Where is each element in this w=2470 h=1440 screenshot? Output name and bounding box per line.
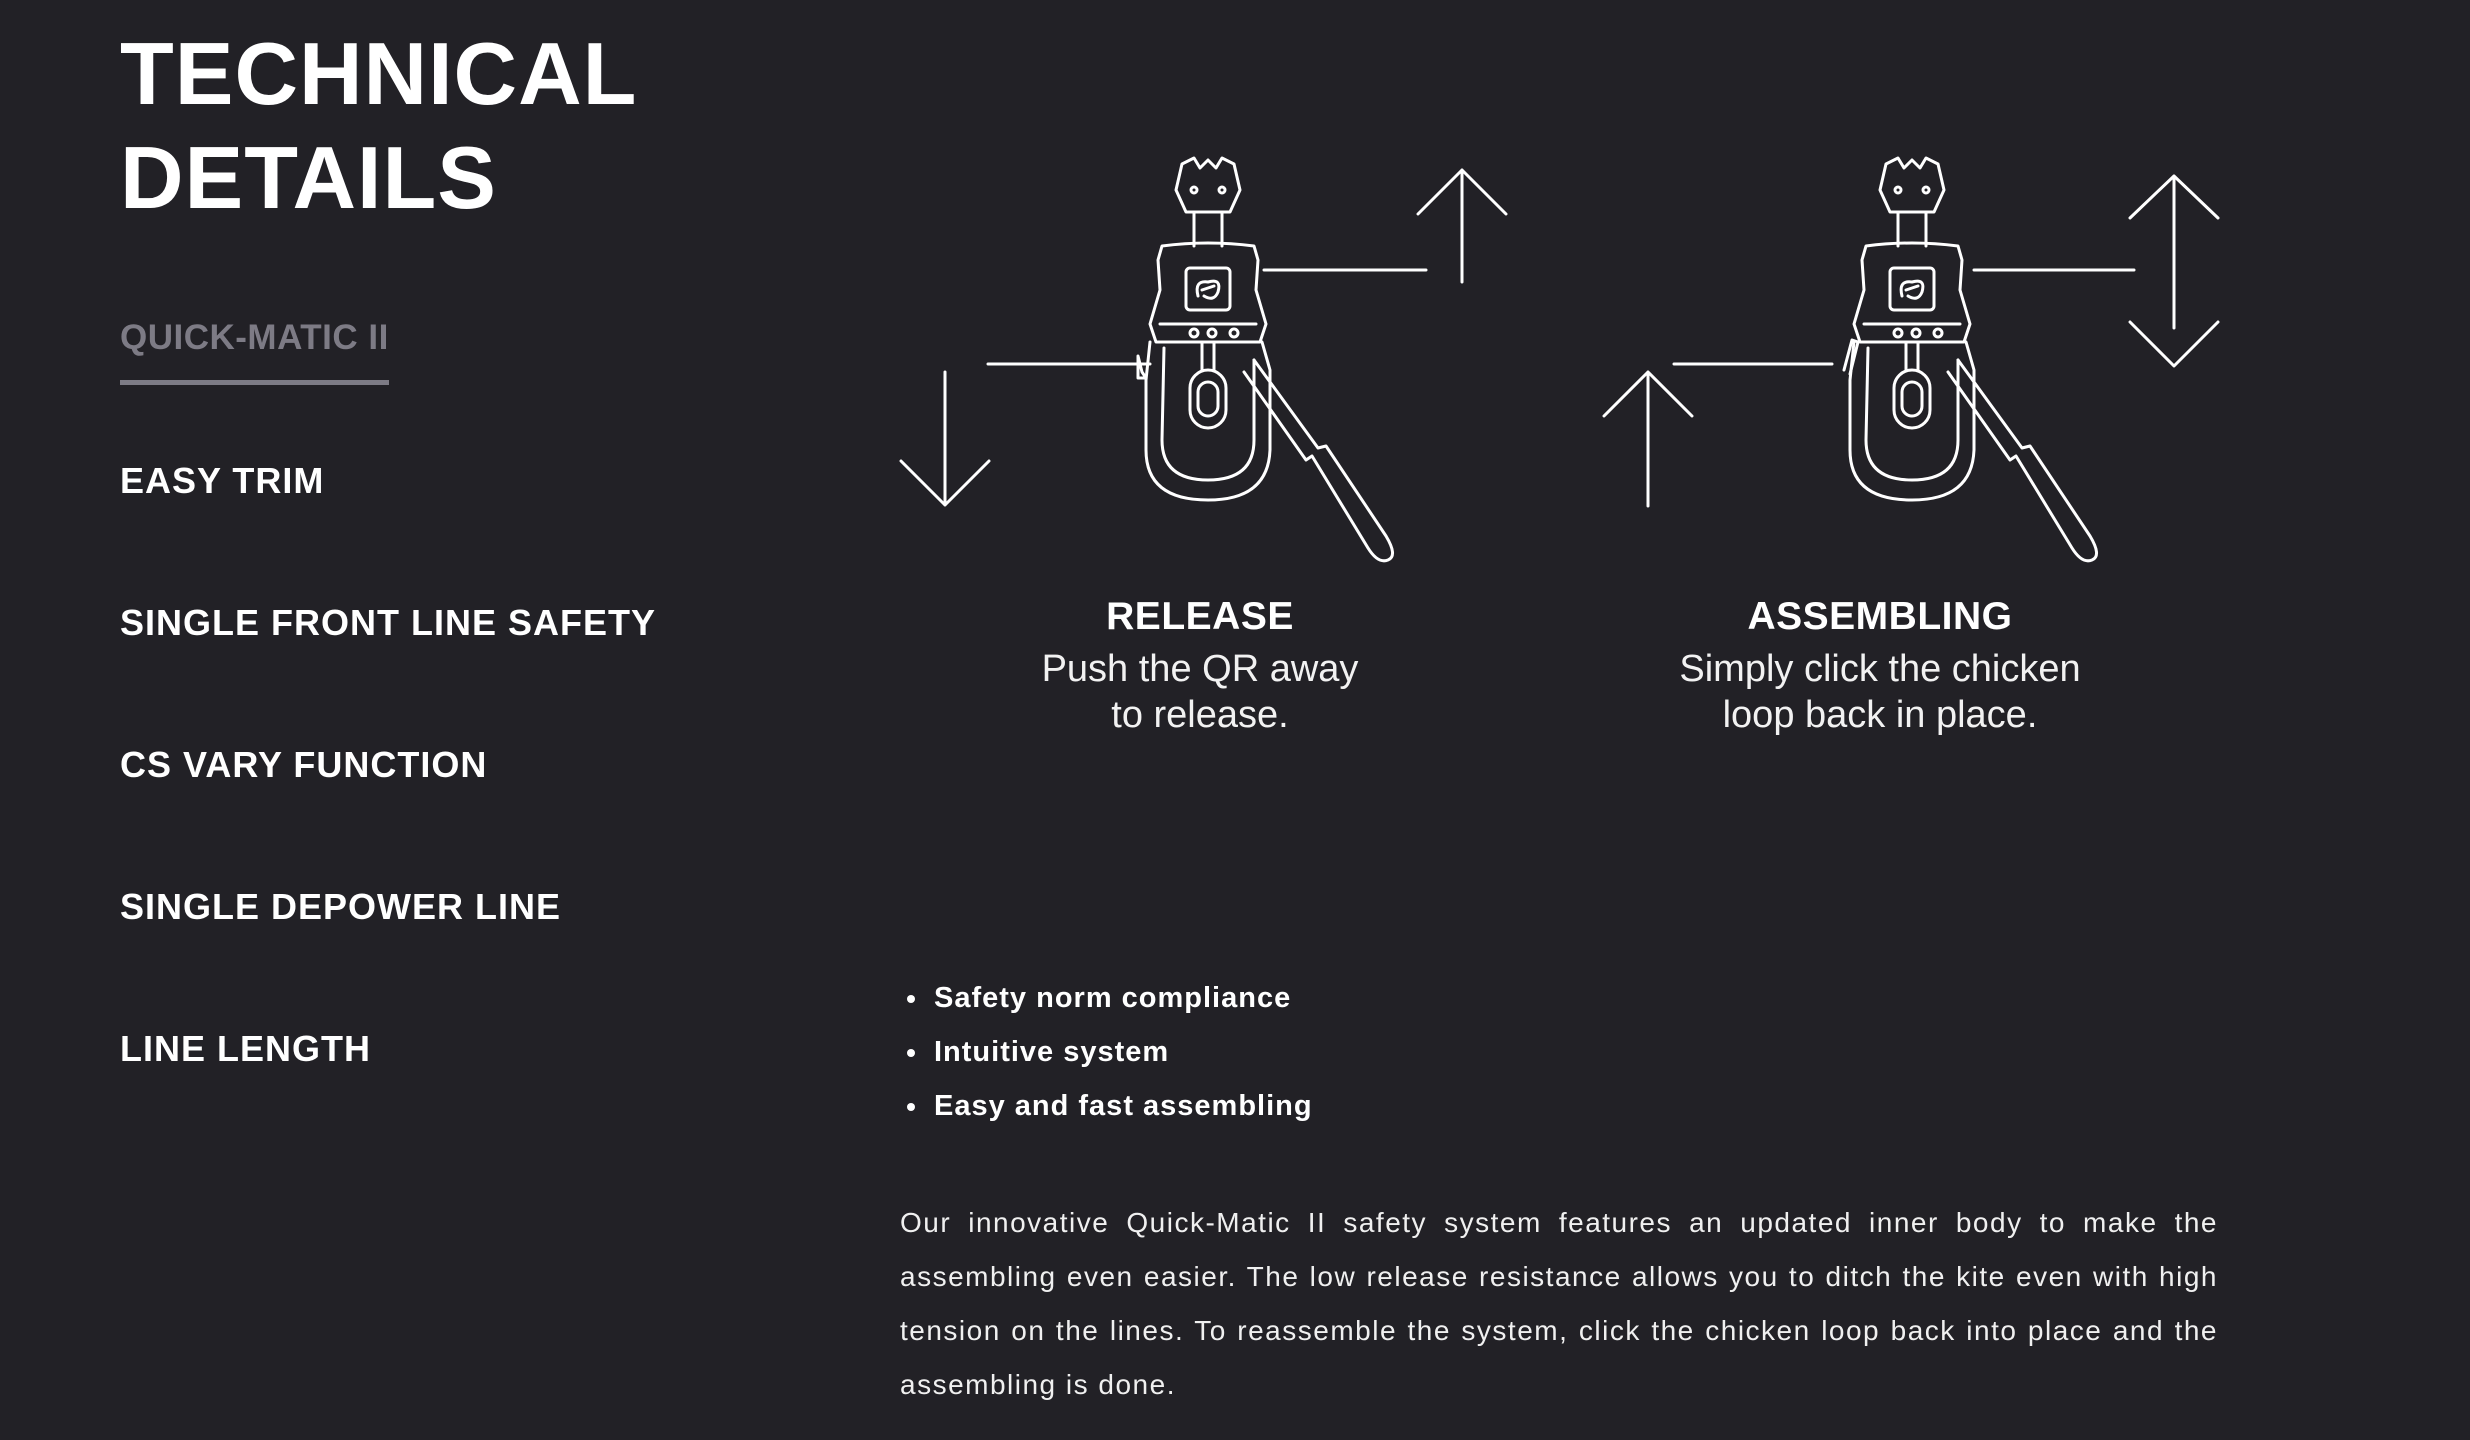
- quick-release-illustrations: [0, 0, 2470, 600]
- assembling-caption: [1600, 592, 2160, 738]
- tab-quick-matic-ii[interactable]: QUICK-MATIC II: [120, 318, 389, 385]
- feature-list: [900, 978, 1313, 1140]
- release-title: RELEASE: [1106, 595, 1294, 638]
- page-title: TECHNICAL DETAILS: [120, 24, 636, 227]
- assembling-text-line-1: Simply click the chicken: [1679, 648, 2081, 690]
- list-item: • Safety norm compliance: [930, 978, 1313, 1032]
- description-paragraph: Our innovative Quick-Matic II safety system features an updated inner body to make the assembling even easier. The low release resistance allows you to ditch the kite even with high tension on the lines. To reassemble the system, click the chicken loop back into place and the assembling is done.: [900, 1207, 2218, 1400]
- assembling-text: [1600, 646, 2160, 738]
- nav-item-cs-vary-function[interactable]: CS VARY FUNCTION: [120, 744, 488, 785]
- list-item: • Intuitive system: [930, 1032, 1313, 1086]
- release-text-line-1: Push the QR away: [1041, 648, 1359, 690]
- nav-item-single-depower-line[interactable]: SINGLE DEPOWER LINE: [120, 886, 562, 927]
- assembling-text-line-2: loop back in place.: [1722, 694, 2038, 736]
- nav-item-line-length[interactable]: LINE LENGTH: [120, 1028, 371, 1069]
- list-item: • Easy and fast assembling: [930, 1086, 1313, 1140]
- release-text: [920, 646, 1480, 738]
- release-caption: [920, 592, 1480, 738]
- nav-item-single-front-line-safety[interactable]: SINGLE FRONT LINE SAFETY: [120, 602, 657, 643]
- release-text-line-2: to release.: [1111, 694, 1289, 736]
- assembling-title: ASSEMBLING: [1747, 595, 2013, 638]
- nav-item-easy-trim[interactable]: EASY TRIM: [120, 460, 325, 501]
